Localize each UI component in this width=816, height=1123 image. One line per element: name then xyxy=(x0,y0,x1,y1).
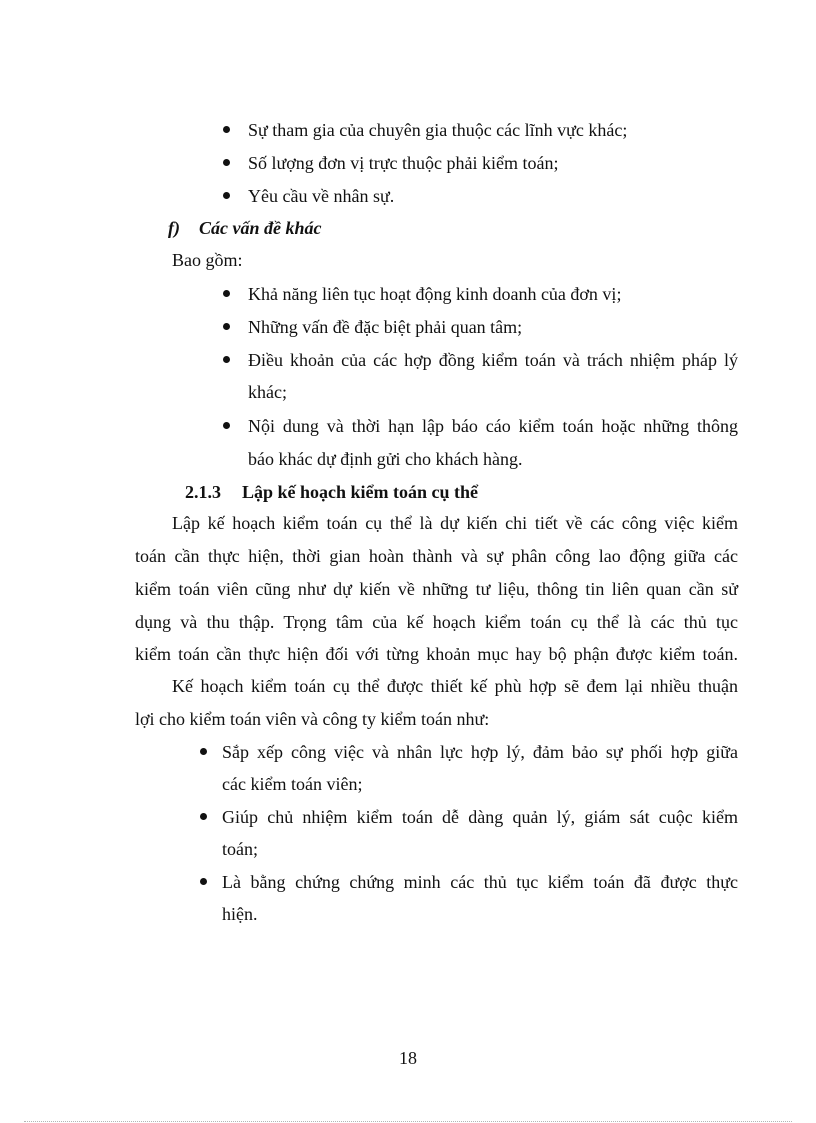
list-item-continuation: toán; xyxy=(222,839,258,859)
bullet-icon xyxy=(200,748,207,755)
paragraph-line: toán cần thực hiện, thời gian hoàn thành và sự phân công lao động giữa các xyxy=(135,546,738,566)
list-item: Nội dung và thời hạn lập báo cáo kiểm toán hoặc những thông xyxy=(248,416,738,436)
list-item: Sắp xếp công việc và nhân lực hợp lý, đảm bảo sự phối hợp giữa xyxy=(222,742,738,762)
bullet-icon xyxy=(223,192,230,199)
section-f-marker: f) xyxy=(168,218,180,238)
list-item-continuation: các kiểm toán viên; xyxy=(222,774,363,794)
section-f-heading xyxy=(168,216,321,240)
section-f-title: Các vấn đề khác xyxy=(199,218,322,238)
bullet-icon xyxy=(223,126,230,133)
list-item: Khả năng liên tục hoạt động kinh doanh của đơn vị; xyxy=(248,284,622,304)
page-number: 18 xyxy=(399,1048,417,1068)
list-item-continuation: hiện. xyxy=(222,904,258,924)
list-item-continuation: khác; xyxy=(248,382,287,402)
list-item: Những vấn đề đặc biệt phải quan tâm; xyxy=(248,317,523,337)
bullet-icon xyxy=(200,813,207,820)
bullet-icon xyxy=(223,290,230,297)
bullet-icon xyxy=(223,422,230,429)
list-item: Điều khoản của các hợp đồng kiểm toán và trách nhiệm pháp lý xyxy=(248,350,738,370)
paragraph-line: kiểm toán viên cũng như dự kiến về những tư liệu, thông tin liên quan cần sử xyxy=(135,579,738,599)
paragraph-line: kiểm toán cần thực hiện đối với từng khoản mục hay bộ phận được kiểm toán. xyxy=(135,644,738,664)
list-item: Sự tham gia của chuyên gia thuộc các lĩnh vực khác; xyxy=(248,120,628,140)
list-item: Số lượng đơn vị trực thuộc phải kiểm toán; xyxy=(248,153,559,173)
paragraph-line: Lập kế hoạch kiểm toán cụ thể là dự kiến chi tiết về các công việc kiểm xyxy=(172,513,738,533)
bullet-icon xyxy=(223,356,230,363)
list-item: Là bằng chứng chứng minh các thủ tục kiểm toán đã được thực xyxy=(222,872,738,892)
section-number: 2.1.3 xyxy=(185,482,221,502)
section-2-1-3-heading xyxy=(185,480,478,504)
section-f-intro: Bao gồm: xyxy=(172,250,243,270)
list-item: Yêu cầu về nhân sự. xyxy=(248,186,395,206)
bullet-icon xyxy=(223,159,230,166)
list-item: Giúp chủ nhiệm kiểm toán dễ dàng quản lý, giám sát cuộc kiểm xyxy=(222,807,738,827)
paragraph-line: dụng và thu thập. Trọng tâm của kế hoạch kiểm toán cụ thể là các thủ tục xyxy=(135,612,738,632)
bullet-icon xyxy=(223,323,230,330)
paragraph-line: Kế hoạch kiểm toán cụ thể được thiết kế phù hợp sẽ đem lại nhiều thuận xyxy=(172,676,738,696)
page-bottom-divider xyxy=(24,1121,792,1122)
section-title: Lập kế hoạch kiểm toán cụ thể xyxy=(242,482,479,502)
list-item-continuation: báo khác dự định gửi cho khách hàng. xyxy=(248,449,523,469)
bullet-icon xyxy=(200,878,207,885)
paragraph-line: lợi cho kiểm toán viên và công ty kiểm toán như: xyxy=(135,709,490,729)
